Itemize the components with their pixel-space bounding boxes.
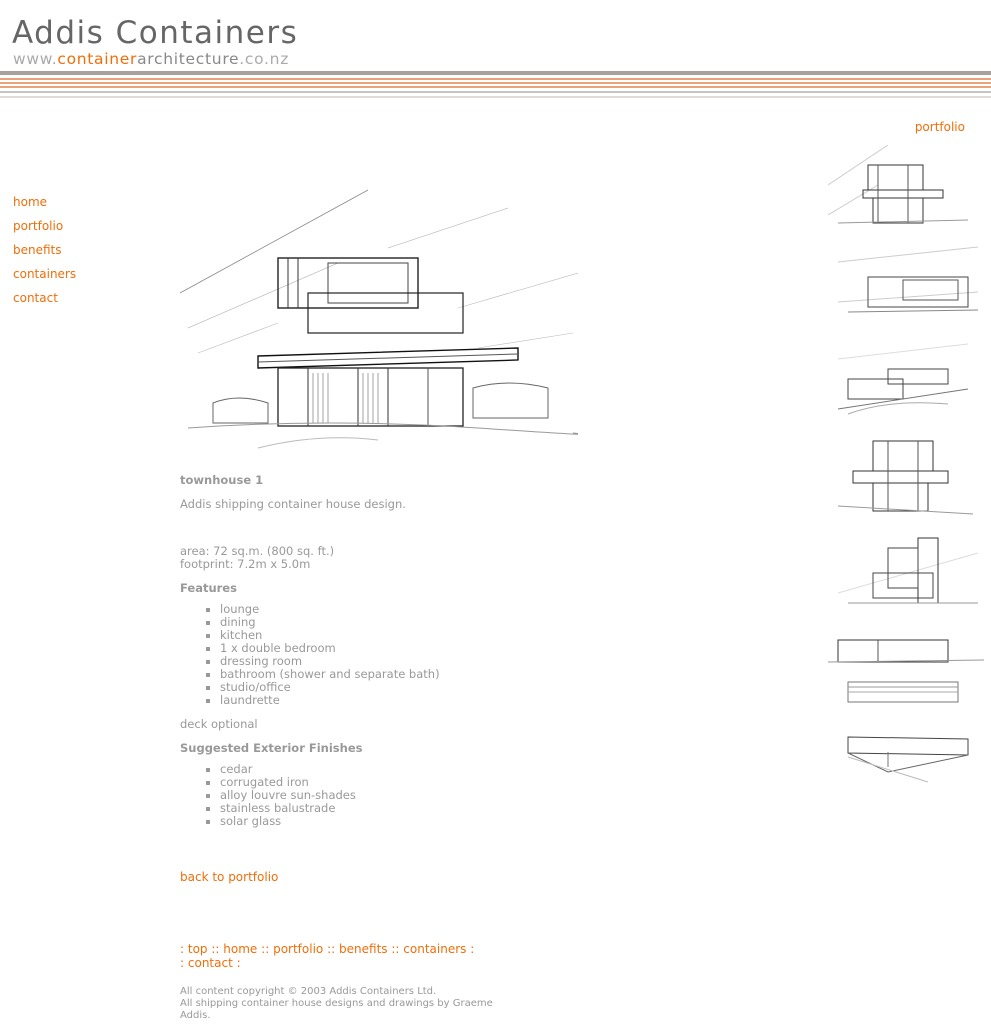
copyright [180, 986, 500, 1022]
stripe [0, 71, 991, 75]
footer-link-portfolio[interactable]: portfolio [273, 942, 324, 956]
deck-note: deck optional [180, 717, 258, 731]
separator: : [470, 942, 475, 956]
list-item: ▪ laundrette [220, 694, 620, 707]
url-suffix: .co.nz [239, 50, 290, 68]
thumbnail-strip [828, 145, 984, 824]
thumbnail-townhouse-5[interactable] [828, 533, 984, 626]
separator: : [236, 956, 241, 970]
separator: :: [327, 942, 336, 956]
stripe [0, 86, 991, 88]
thumbnail-townhouse-6[interactable] [828, 630, 984, 723]
list-item: ▪ stainless balustrade [220, 802, 620, 815]
project-area: area: 72 sq.m. (800 sq. ft.) [180, 544, 335, 558]
nav-benefits[interactable]: benefits [13, 243, 62, 257]
credit-line: All shipping container house designs and drawings by Graeme Addis. [180, 998, 493, 1021]
list-item: ▪ bathroom (shower and separate bath) [220, 668, 620, 681]
project-description: Addis shipping container house design. [180, 497, 406, 511]
separator: :: [391, 942, 400, 956]
list-item: ▪ alloy louvre sun-shades [220, 789, 620, 802]
features-list [180, 603, 620, 707]
thumbnail-townhouse-7[interactable] [828, 727, 984, 820]
footer-link-containers[interactable]: containers [403, 942, 467, 956]
thumbnail-townhouse-3[interactable] [828, 339, 984, 432]
list-item: ▪ 1 x double bedroom [220, 642, 620, 655]
stripe [0, 96, 991, 98]
townhouse-sketch-image [178, 188, 578, 468]
project-footprint: footprint: 7.2m x 5.0m [180, 557, 311, 571]
url-highlight: container [57, 50, 138, 68]
stripe [0, 91, 991, 93]
list-item: ▪ dressing room [220, 655, 620, 668]
footer-link-contact[interactable]: contact [187, 956, 233, 970]
site-title: Addis Containers [12, 15, 299, 51]
separator: : [180, 956, 185, 970]
features-heading: Features [180, 581, 237, 595]
list-item: ▪ dining [220, 616, 620, 629]
project-details [180, 474, 620, 828]
stripe [0, 82, 991, 84]
list-item: ▪ solar glass [220, 815, 620, 828]
url-mid: architecture [137, 50, 240, 68]
separator: :: [261, 942, 270, 956]
thumbnail-townhouse-2[interactable] [828, 242, 984, 335]
list-item: ▪ kitchen [220, 629, 620, 642]
nav-home[interactable]: home [13, 195, 48, 209]
footer-link-benefits[interactable]: benefits [339, 942, 388, 956]
site-url [13, 51, 289, 68]
copyright-line: All content copyright © 2003 Addis Containers Ltd. [180, 986, 437, 997]
separator: : [180, 942, 185, 956]
project-title: townhouse 1 [180, 473, 264, 487]
list-item: ▪ cedar [220, 763, 620, 776]
footer-link-home[interactable]: home [223, 942, 258, 956]
footer-link-top[interactable]: top [187, 942, 208, 956]
thumbnail-townhouse-4[interactable] [828, 436, 984, 529]
list-item: ▪ lounge [220, 603, 620, 616]
nav-contact[interactable]: contact [13, 291, 58, 305]
url-prefix: www. [13, 50, 58, 68]
separator: :: [211, 942, 220, 956]
stripe [0, 78, 991, 80]
finishes-heading: Suggested Exterior Finishes [180, 741, 363, 755]
main-nav [13, 190, 76, 310]
list-item: ▪ studio/office [220, 681, 620, 694]
finishes-list [180, 763, 620, 828]
portfolio-link[interactable]: portfolio [914, 120, 965, 134]
back-to-portfolio-link[interactable]: back to portfolio [180, 870, 279, 884]
list-item: ▪ corrugated iron [220, 776, 620, 789]
footer-nav [180, 942, 500, 970]
thumbnail-townhouse-1[interactable] [828, 145, 984, 238]
nav-containers[interactable]: containers [13, 267, 77, 281]
nav-portfolio[interactable]: portfolio [13, 219, 64, 233]
